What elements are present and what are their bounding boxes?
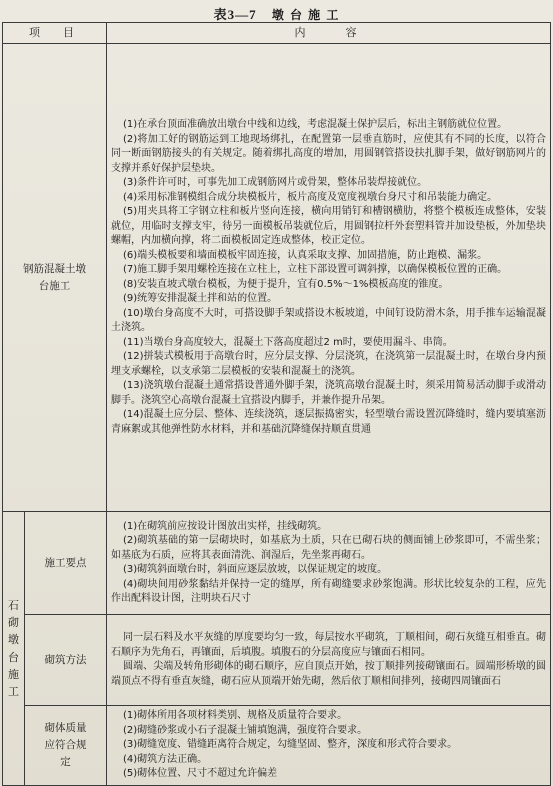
section1-title: 钢筋混凝土墩台施工 (3, 44, 107, 512)
row-content (107, 512, 551, 615)
list-item: (1)在砌筑前应按设计图放出实样，挂线砌筑。 (123, 520, 328, 532)
row-label: 施工要点 (25, 512, 107, 615)
table-row (3, 512, 551, 615)
list-item: 同一层石料及水平灰缝的厚度要均匀一致，每层按水平砌筑，丁顺相间，砌石灰缝互相垂直。砌石顺序为先角石，再镶面，后填腹。填腹石的分层高度应与镶面石相同。 (111, 632, 546, 658)
list-item: (3)砌筑斜面墩台时，斜面应逐层放坡，以保证规定的坡度。 (123, 564, 388, 575)
list-item: (14)混凝土应分层、整体、连续浇筑，逐层振捣密实，轻型墩台需设置沉降缝时，缝内要填塞沥青麻絮或其他弹性防水材料，并和基础沉降缝保持顺直贯通 (111, 409, 546, 435)
header-row (3, 23, 551, 44)
table-number: 表3—7 (213, 7, 257, 22)
list-item: (6)端头模板要和墙面模板牢固连接，认真采取支撑、加固措施，防止跑模、漏浆。 (123, 249, 488, 261)
section1-content (107, 44, 551, 512)
list-item: (4)砌块间用砂浆黏结并保持一定的缝厚，所有砌缝要求砂浆饱满。形状比较复杂的工程，应先作出配料设计图，注明块石尺寸 (111, 578, 546, 604)
header-content: 内 容 (107, 23, 551, 44)
list-item: (2)将加工好的钢筋运到工地现场绑扎，在配置第一层垂直筋时，应使其有不同的长度，以符合同一断面钢筋接头的有关规定。随着绑扎高度的增加，用圆钢管搭设扶扎脚手架，做好钢筋网片的支撑并系好保护层垫块。 (111, 133, 546, 174)
list-item: (3)条件许可时，可事先加工成钢筋网片或骨架，整体吊装焊接就位。 (123, 177, 428, 188)
list-item: (5)砌体位置、尺寸不超过允许偏差 (123, 768, 278, 780)
row-label: 砌筑方法 (25, 615, 107, 706)
table-title: 墩 台 施 工 (271, 8, 340, 22)
table-row (3, 615, 551, 706)
list-item: (9)统筹安排混凝土拌和站的位置。 (123, 293, 278, 304)
list-item: (5)用夹具将工字钢立柱和板片竖向连接，横向用销钉和槽钢横肋，将整个模板连成整体，安装就位，用临时支撑支牢，待另一面模板吊装就位后，用圆钢拉杆外套塑料管并加设垫板，外加垫块螺帽，内加横向撑，将二面模板固定连成整体，校正定位。 (111, 206, 546, 246)
section2-title: 石砌墩台施工 (3, 512, 25, 786)
list-item: (7)施工脚手架用螺栓连接在立柱上，立柱下部设置可调斜撑，以确保模板位置的正确。 (123, 264, 508, 275)
header-item: 项 目 (3, 23, 107, 44)
list-item: (1)砌体所用各项材料类别、规格及质量符合要求。 (123, 710, 348, 722)
table-caption (0, 4, 553, 23)
row-content (107, 706, 551, 786)
list-item: (10)墩台身高度不大时，可搭设脚手架或搭设木板坡道，中间钉设防滑木条，用手推车运输混凝土浇筑。 (111, 307, 546, 333)
list-item: (2)砌筑基础的第一层砌块时，如基底为土质，只在已砌石块的侧面铺上砂浆即可，不需坐浆；如基底为石质，应将其表面清洗、润湿后，先坐浆再砌石。 (111, 535, 546, 561)
table-row (3, 44, 551, 512)
list-item: (13)浇筑墩台混凝土通常搭设普通外脚手架，浇筑高墩台混凝土时，须采用简易活动脚手或滑动脚手。浇筑空心高墩台混凝土宜搭设内脚手，并兼作提升吊架。 (111, 380, 546, 406)
list-item: (2)砌缝砂浆或小石子混凝土铺填饱满，强度符合要求。 (123, 724, 368, 736)
list-item: (1)在承台顶面准确放出墩台中线和边线，考虑混凝土保护层后，标出主钢筋就位位置。 (123, 119, 508, 130)
row-content (107, 615, 551, 706)
list-item: (4)采用标准钢模组合成分块模板片，板片高度及宽度视墩台身尺寸和吊装能力确定。 (123, 191, 498, 203)
list-item: 圆端、尖端及转角形砌体的砌石顺序，应自顶点开始，按丁顺排列接砌镶面石。圆端形桥墩的圆端顶点不得有垂直灰缝，砌石应从顶端开始先砌，然后依丁顺相间排列，接砌四周镶面石 (111, 661, 546, 687)
list-item: (11)当墩台身高度较大，混凝土下落高度超过2 m时，要使用漏斗、串筒。 (123, 336, 453, 348)
construction-table (2, 22, 551, 786)
list-item: (4)砌筑方法正确。 (123, 753, 208, 765)
list-item: (3)砌缝宽度、错缝距离符合规定，勾缝坚固、整齐，深度和形式符合要求。 (123, 739, 458, 751)
table-row (3, 706, 551, 786)
row-label: 砌体质量应符合规定 (25, 706, 107, 786)
list-item: (8)安装直坡式墩台模板，为便于提升，宜有0.5%～1%模板高度的锥度。 (123, 278, 449, 290)
list-item: (12)拼装式模板用于高墩台时，应分层支撑、分层浇筑，在浇筑第一层混凝土时，在墩台身内预埋支承螺栓，以支承第二层模板的安装和混凝土的浇筑。 (111, 351, 546, 377)
